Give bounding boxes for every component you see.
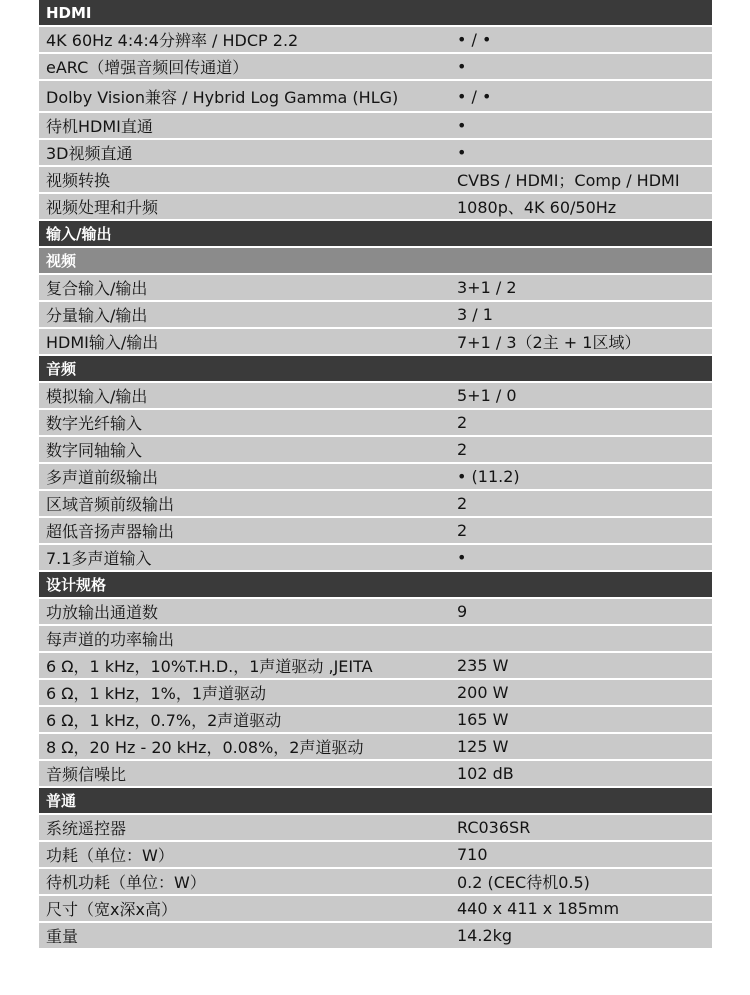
section-title: 输入/输出 [46, 225, 112, 243]
spec-value: 102 dB [457, 764, 514, 783]
section-header [39, 572, 712, 599]
spec-value: 235 W [457, 656, 509, 675]
spec-row [39, 734, 712, 761]
spec-row [39, 518, 712, 545]
spec-value: 3 / 1 [457, 305, 493, 324]
spec-label: 6 Ω，1 kHz，10%T.H.D.，1声道驱动 ,JEITA [46, 657, 373, 676]
spec-value: • [457, 548, 467, 567]
spec-label: 4K 60Hz 4:4:4分辨率 / HDCP 2.2 [46, 31, 299, 50]
spec-value: 2 [457, 440, 468, 459]
spec-label: 3D视频直通 [46, 144, 133, 163]
spec-value: 165 W [457, 710, 509, 729]
spec-table [39, 0, 712, 950]
section-title: 音频 [46, 360, 77, 378]
spec-value: • [457, 116, 467, 135]
spec-label: eARC（增强音频回传通道） [46, 58, 249, 77]
spec-label: Dolby Vision兼容 / Hybrid Log Gamma (HLG) [46, 87, 399, 107]
spec-label: 6 Ω，1 kHz，0.7%，2声道驱动 [46, 711, 282, 730]
spec-row [39, 275, 712, 302]
spec-row [39, 896, 712, 923]
spec-value: • (11.2) [457, 467, 520, 486]
spec-label: 尺寸（宽x深x高） [46, 900, 177, 919]
section-header [39, 356, 712, 383]
spec-label: 数字同轴输入 [46, 441, 143, 460]
spec-row [39, 491, 712, 518]
spec-value: 5+1 / 0 [457, 386, 517, 405]
spec-value: CVBS / HDMI；Comp / HDMI [457, 171, 680, 190]
spec-row [39, 626, 712, 653]
spec-value: 9 [457, 602, 468, 621]
spec-row [39, 167, 712, 194]
spec-label: 重量 [46, 927, 79, 946]
spec-row [39, 707, 712, 734]
spec-label: 视频转换 [46, 171, 111, 190]
section-header [39, 221, 712, 248]
spec-value: • [457, 143, 467, 162]
section-title: HDMI [46, 3, 92, 22]
spec-label: 6 Ω，1 kHz，1%，1声道驱动 [46, 684, 267, 703]
spec-label: HDMI输入/输出 [46, 333, 159, 352]
section-header [39, 788, 712, 815]
spec-label: 8 Ω，20 Hz - 20 kHz，0.08%，2声道驱动 [46, 738, 364, 757]
spec-row [39, 302, 712, 329]
spec-row [39, 113, 712, 140]
spec-label: 功耗（单位：W） [46, 846, 174, 865]
section-title: 普通 [46, 792, 77, 810]
spec-row [39, 923, 712, 950]
spec-value: 1080p、4K 60/50Hz [457, 198, 617, 217]
spec-row [39, 140, 712, 167]
spec-label: 系统遥控器 [46, 819, 127, 838]
spec-row [39, 599, 712, 626]
spec-row [39, 383, 712, 410]
spec-label: 待机功耗（单位：W） [46, 873, 206, 892]
spec-label: 视频处理和升频 [46, 198, 159, 217]
spec-value: • [457, 57, 467, 76]
spec-row [39, 869, 712, 896]
spec-row [39, 329, 712, 356]
spec-row [39, 761, 712, 788]
section-title: 视频 [46, 252, 77, 270]
spec-label: 7.1多声道输入 [46, 549, 152, 568]
spec-label: 音频信噪比 [46, 765, 127, 784]
spec-label: 模拟输入/输出 [46, 387, 148, 406]
section-header [39, 0, 712, 27]
spec-value: 125 W [457, 737, 509, 756]
spec-value: 2 [457, 494, 468, 513]
spec-row [39, 842, 712, 869]
spec-value: 2 [457, 413, 468, 432]
spec-row [39, 545, 712, 572]
spec-row [39, 27, 712, 54]
spec-label: 分量输入/输出 [46, 306, 148, 325]
spec-value: RC036SR [457, 818, 531, 837]
spec-value: 0.2 (CEC待机0.5) [457, 873, 590, 892]
spec-row [39, 410, 712, 437]
spec-value: • / • [457, 86, 492, 106]
spec-label: 多声道前级输出 [46, 468, 159, 487]
spec-value: 200 W [457, 683, 509, 702]
spec-label: 每声道的功率输出 [46, 630, 175, 649]
spec-label: 功放输出通道数 [46, 603, 159, 622]
spec-label: 待机HDMI直通 [46, 117, 153, 136]
spec-label: 超低音扬声器输出 [46, 522, 175, 541]
spec-row [39, 680, 712, 707]
section-title: 设计规格 [46, 576, 107, 594]
spec-value: 2 [457, 521, 468, 540]
spec-row [39, 54, 712, 81]
spec-row [39, 81, 712, 113]
spec-row [39, 815, 712, 842]
spec-value: 3+1 / 2 [457, 278, 517, 297]
spec-value: 440 x 411 x 185mm [457, 899, 620, 918]
spec-row [39, 653, 712, 680]
spec-row [39, 464, 712, 491]
spec-label: 区域音频前级输出 [46, 495, 175, 514]
spec-row [39, 194, 712, 221]
spec-row [39, 437, 712, 464]
spec-value: 710 [457, 845, 488, 864]
spec-value: • / • [457, 30, 492, 49]
spec-value: 7+1 / 3（2主 + 1区域） [457, 333, 641, 352]
spec-label: 数字光纤输入 [46, 414, 143, 433]
subsection-header [39, 248, 712, 275]
spec-label: 复合输入/输出 [46, 279, 148, 298]
spec-value: 14.2kg [457, 926, 513, 945]
